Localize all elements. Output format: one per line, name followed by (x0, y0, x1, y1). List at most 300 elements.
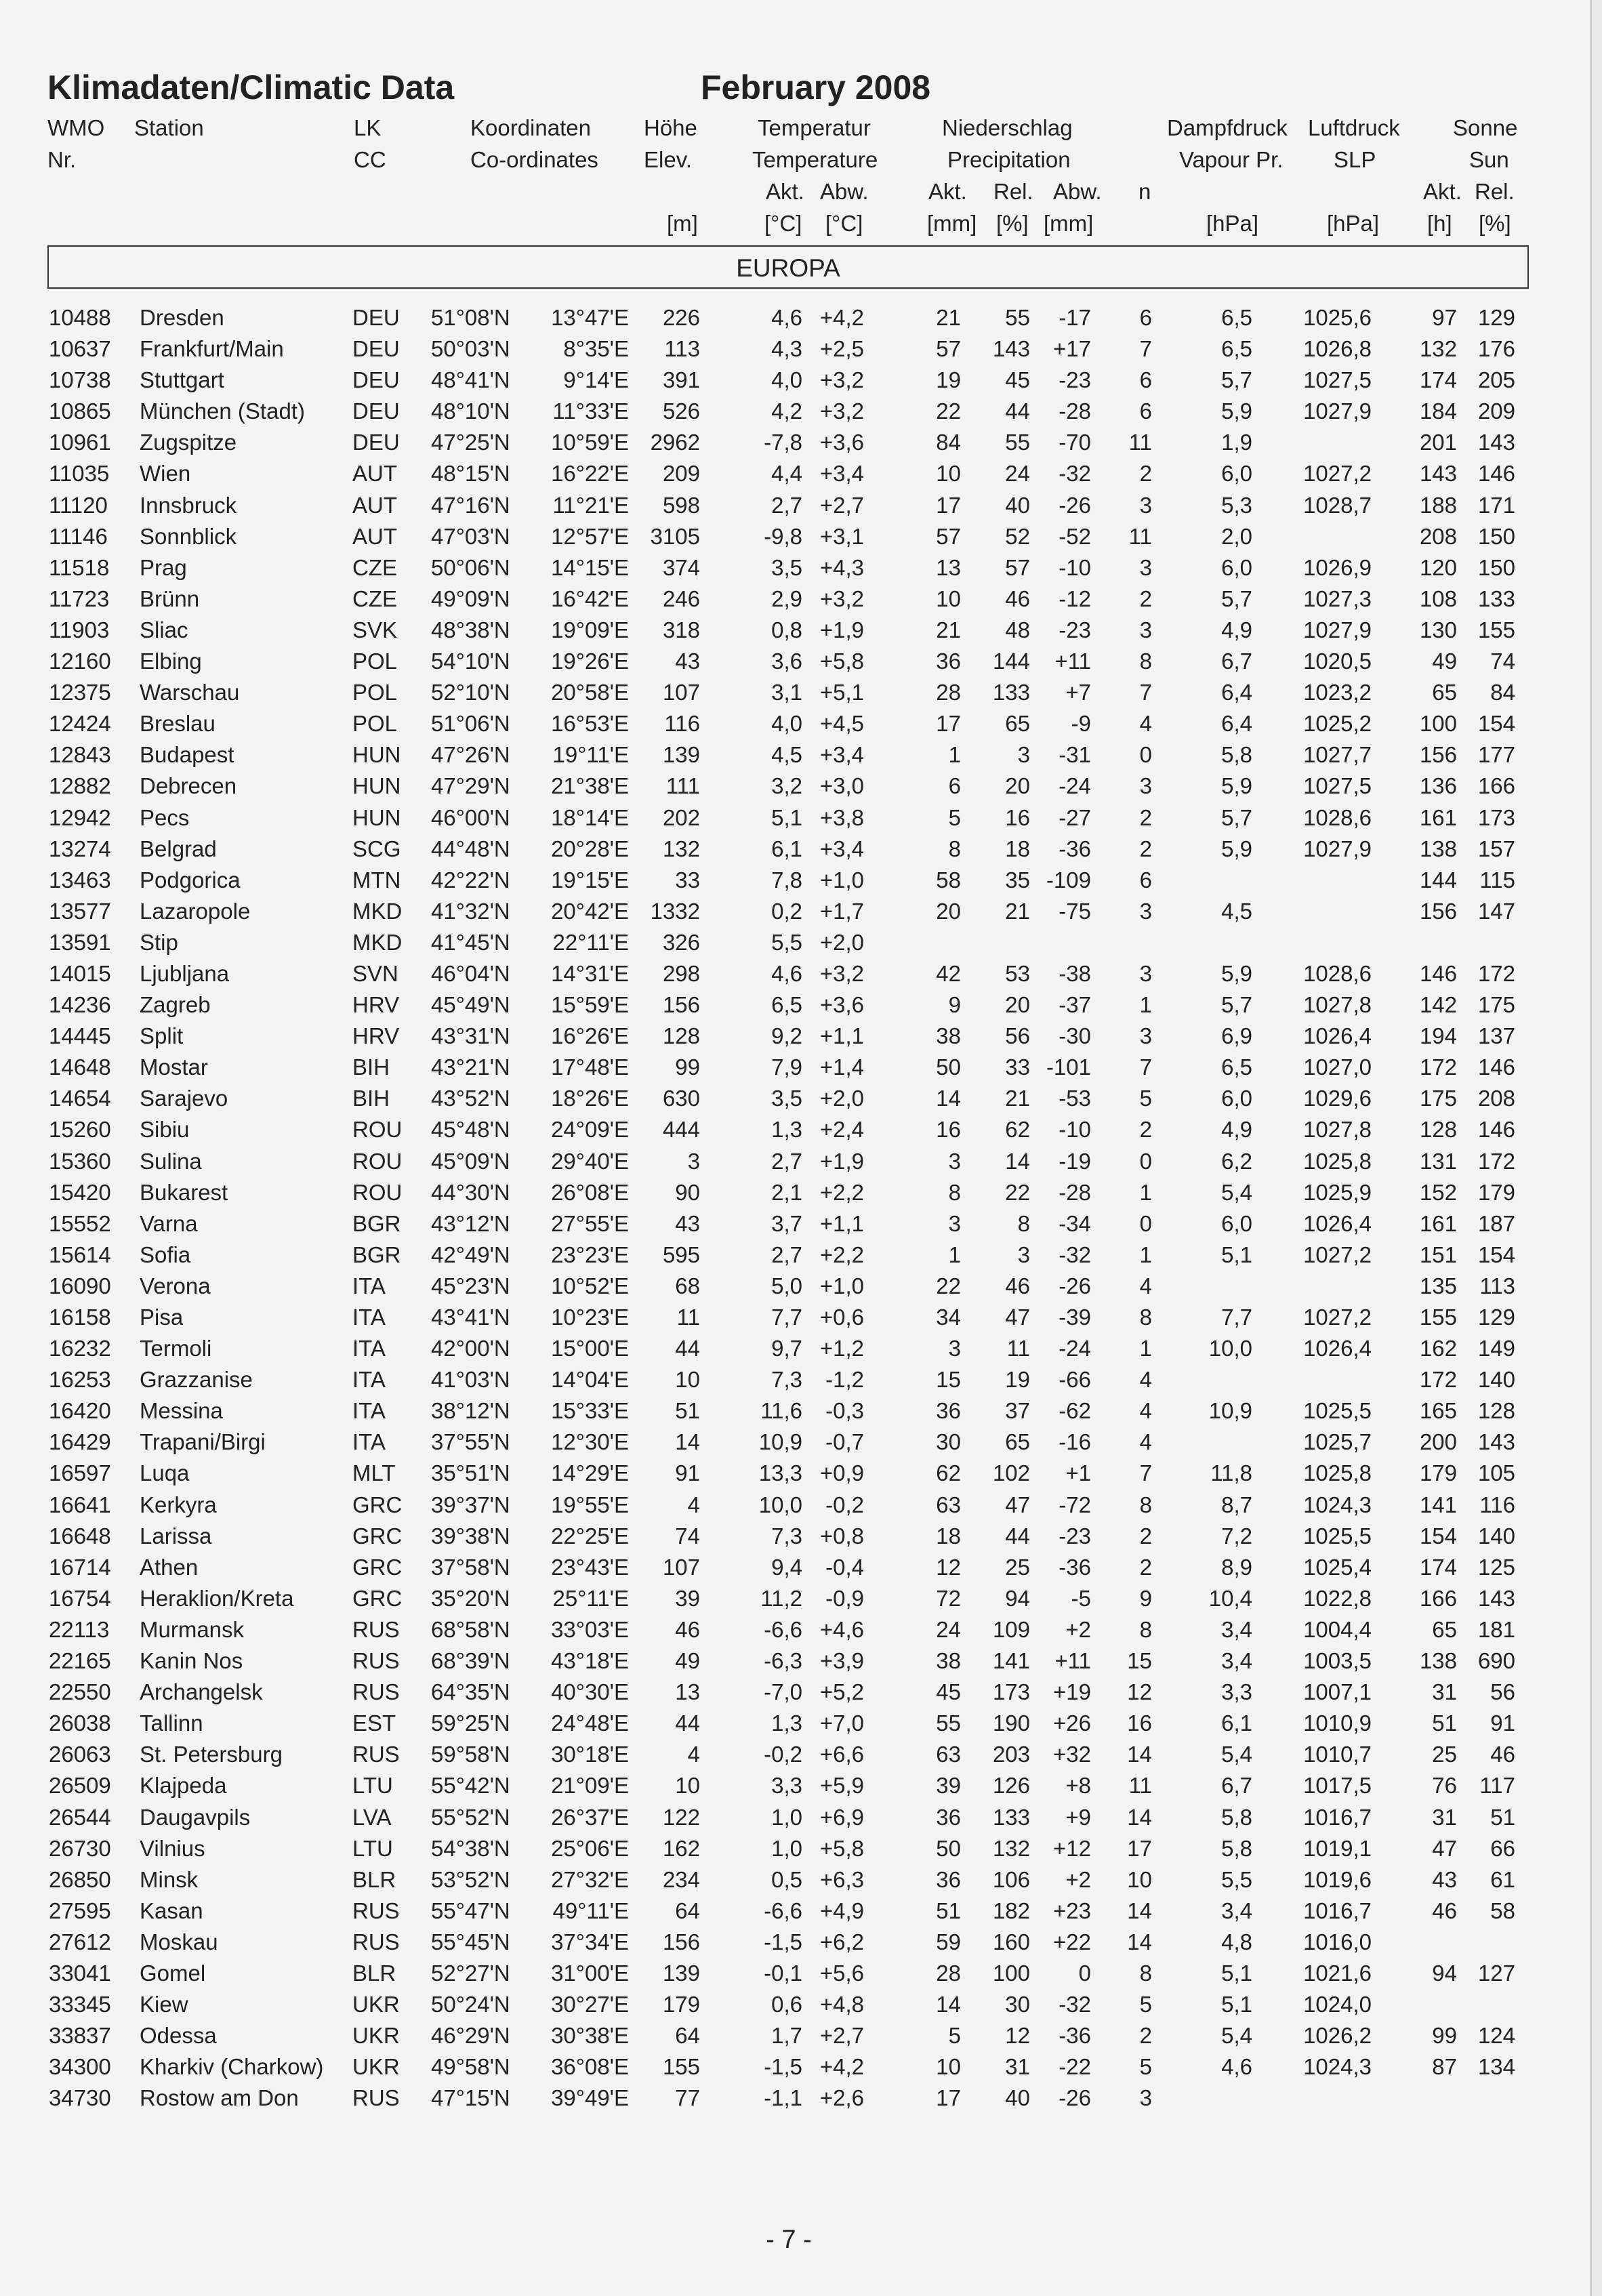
cell-precip-akt: 14 (936, 1086, 961, 1111)
cell-longitude: 26°08'E (551, 1179, 629, 1205)
cell-temp-akt: 4,6 (771, 960, 802, 986)
cell-precip-abw: -32 (1059, 1242, 1091, 1267)
table-row (0, 836, 1590, 867)
cell-elevation: 226 (662, 305, 700, 330)
cell-temp-abw: +5,2 (819, 1679, 864, 1705)
cell-sun-akt: 201 (1419, 430, 1457, 455)
cell-temp-akt: 3,1 (771, 680, 802, 705)
cell-country: MTN (352, 867, 401, 893)
cell-vapour-pressure: 5,4 (1221, 2023, 1252, 2049)
cell-temp-abw: +4,2 (819, 305, 864, 330)
cell-temp-akt: 1,3 (771, 1710, 802, 1736)
cell-precip-akt: 63 (936, 1492, 961, 1517)
cell-sun-akt: 154 (1419, 1523, 1457, 1549)
cell-elevation: 13 (675, 1679, 700, 1705)
cell-slp: 1027,2 (1303, 1242, 1372, 1267)
cell-wmo: 12942 (49, 804, 111, 830)
cell-slp: 1026,4 (1303, 1023, 1372, 1049)
cell-country: ITA (352, 1273, 386, 1298)
cell-temp-abw: +3,9 (819, 1648, 864, 1674)
cell-slp: 1026,9 (1303, 554, 1372, 580)
cell-longitude: 14°29'E (551, 1460, 629, 1486)
cell-precip-rel: 24 (1005, 461, 1030, 487)
cell-sun-rel: 179 (1477, 1179, 1515, 1205)
cell-longitude: 21°38'E (551, 773, 629, 799)
cell-precip-akt: 3 (948, 1148, 961, 1174)
table-row (0, 773, 1590, 804)
cell-vapour-pressure: 3,4 (1221, 1616, 1252, 1642)
cell-precip-abw: -62 (1059, 1398, 1091, 1424)
cell-latitude: 48°41'N (431, 367, 510, 393)
cell-rain-days: 0 (1139, 1210, 1152, 1236)
cell-latitude: 59°58'N (431, 1742, 510, 1767)
cell-sun-rel: 143 (1477, 1585, 1515, 1611)
cell-wmo: 27612 (49, 1929, 111, 1954)
cell-longitude: 19°26'E (551, 649, 629, 674)
cell-sun-akt: 87 (1432, 2054, 1457, 2080)
cell-country: RUS (352, 1679, 400, 1705)
cell-wmo: 10637 (49, 336, 111, 362)
cell-precip-rel: 47 (1005, 1305, 1030, 1330)
cell-elevation: 122 (662, 1804, 700, 1830)
cell-country: ITA (352, 1398, 386, 1424)
cell-elevation: 139 (662, 1960, 700, 1986)
cell-country: RUS (352, 1929, 400, 1954)
cell-country: RUS (352, 1616, 400, 1642)
cell-slp: 1023,2 (1303, 680, 1372, 705)
cell-latitude: 43°52'N (431, 1086, 510, 1111)
cell-station: Sofia (140, 1242, 191, 1267)
cell-precip-rel: 3 (1017, 1242, 1030, 1267)
cell-precip-abw: +9 (1065, 1804, 1091, 1830)
cell-sun-rel: 58 (1490, 1898, 1515, 1923)
cell-slp: 1024,3 (1303, 1492, 1372, 1517)
unit-sun-akt: [h] (1427, 211, 1452, 236)
cell-wmo: 14654 (49, 1086, 111, 1111)
cell-sun-akt: 43 (1432, 1866, 1457, 1892)
cell-precip-akt: 1 (948, 1242, 961, 1267)
cell-precip-akt: 10 (936, 461, 961, 487)
cell-temp-akt: 2,7 (771, 492, 802, 518)
table-row (0, 554, 1590, 586)
cell-country: LTU (352, 1773, 393, 1799)
cell-country: GRC (352, 1585, 403, 1611)
cell-temp-akt: 4,0 (771, 711, 802, 737)
cell-wmo: 14015 (49, 960, 111, 986)
cell-station: Odessa (140, 2023, 217, 2049)
cell-sun-rel: 105 (1477, 1460, 1515, 1486)
cell-precip-rel: 20 (1005, 992, 1030, 1018)
cell-longitude: 12°30'E (551, 1429, 629, 1455)
cell-sun-rel: 137 (1477, 1023, 1515, 1049)
cell-vapour-pressure: 4,5 (1221, 898, 1252, 924)
cell-elevation: 156 (662, 1929, 700, 1954)
cell-vapour-pressure: 10,4 (1208, 1585, 1252, 1611)
cell-elevation: 68 (675, 1273, 700, 1298)
cell-precip-akt: 19 (936, 367, 961, 393)
cell-country: POL (352, 649, 398, 674)
cell-sun-rel: 181 (1477, 1616, 1515, 1642)
cell-temp-akt: 7,7 (771, 1305, 802, 1330)
table-row (0, 898, 1590, 929)
cell-temp-abw: +3,2 (819, 586, 864, 611)
cell-wmo: 26509 (49, 1773, 111, 1799)
cell-sun-akt: 144 (1419, 867, 1457, 893)
cell-latitude: 68°58'N (431, 1616, 510, 1642)
cell-wmo: 10961 (49, 430, 111, 455)
cell-rain-days: 14 (1127, 1898, 1152, 1923)
cell-precip-rel: 182 (992, 1898, 1030, 1923)
table-row (0, 1960, 1590, 1991)
cell-vapour-pressure: 7,2 (1221, 1523, 1252, 1549)
cell-latitude: 43°21'N (431, 1054, 510, 1080)
cell-precip-rel: 48 (1005, 617, 1030, 642)
cell-vapour-pressure: 6,2 (1221, 1148, 1252, 1174)
cell-precip-rel: 57 (1005, 554, 1030, 580)
cell-vapour-pressure: 6,7 (1221, 649, 1252, 674)
cell-slp: 1025,5 (1303, 1398, 1372, 1424)
cell-elevation: 99 (675, 1054, 700, 1080)
table-row (0, 586, 1590, 617)
cell-wmo: 16714 (49, 1554, 111, 1580)
cell-rain-days: 15 (1127, 1648, 1152, 1674)
cell-latitude: 37°58'N (431, 1554, 510, 1580)
cell-station: Zugspitze (140, 430, 237, 455)
cell-slp: 1026,4 (1303, 1336, 1372, 1361)
cell-vapour-pressure: 6,7 (1221, 1773, 1252, 1799)
cell-country: POL (352, 680, 398, 705)
cell-precip-abw: +19 (1053, 1679, 1091, 1705)
cell-sun-akt: 76 (1432, 1773, 1457, 1799)
header-sun: Sun (1469, 147, 1509, 172)
cell-station: Tallinn (140, 1710, 203, 1736)
cell-latitude: 42°22'N (431, 867, 510, 893)
cell-wmo: 16253 (49, 1367, 111, 1393)
document-title: Klimadaten/Climatic Data (47, 68, 455, 106)
cell-elevation: 391 (662, 367, 700, 393)
cell-rain-days: 4 (1139, 711, 1152, 737)
table-row (0, 1335, 1590, 1366)
cell-elevation: 2962 (650, 430, 700, 455)
header-elev: Elev. (644, 147, 692, 172)
cell-elevation: 107 (662, 680, 700, 705)
cell-station: Elbing (140, 649, 202, 674)
cell-precip-abw: -28 (1059, 398, 1091, 424)
cell-rain-days: 3 (1139, 960, 1152, 986)
cell-elevation: 44 (675, 1710, 700, 1736)
cell-sun-akt: 156 (1419, 742, 1457, 768)
cell-elevation: 128 (662, 1023, 700, 1049)
cell-vapour-pressure: 5,4 (1221, 1742, 1252, 1767)
cell-temp-abw: +2,7 (819, 492, 864, 518)
cell-precip-abw: +26 (1053, 1710, 1091, 1736)
cell-precip-abw: -26 (1059, 2085, 1091, 2111)
cell-temp-akt: 13,3 (758, 1460, 802, 1486)
cell-latitude: 37°55'N (431, 1429, 510, 1455)
cell-elevation: 74 (675, 1523, 700, 1549)
cell-temp-abw: +3,1 (819, 523, 864, 549)
cell-wmo: 11120 (49, 492, 108, 518)
cell-temp-abw: -0,7 (825, 1429, 864, 1455)
cell-precip-rel: 21 (1005, 898, 1030, 924)
cell-rain-days: 2 (1139, 1523, 1152, 1549)
cell-temp-abw: +2,2 (819, 1179, 864, 1205)
cell-precip-akt: 16 (936, 1117, 961, 1143)
cell-precip-rel: 109 (992, 1616, 1030, 1642)
table-row (0, 492, 1590, 523)
cell-precip-akt: 30 (936, 1429, 961, 1455)
cell-sun-rel: 149 (1477, 1336, 1515, 1361)
cell-sun-rel: 124 (1477, 2023, 1515, 2049)
cell-sun-rel: 173 (1477, 804, 1515, 830)
cell-station: Luqa (140, 1460, 190, 1486)
cell-temp-abw: +3,6 (819, 992, 864, 1018)
cell-latitude: 47°25'N (431, 430, 510, 455)
cell-temp-akt: 3,7 (771, 1210, 802, 1236)
cell-sun-akt: 142 (1419, 992, 1457, 1018)
cell-slp: 1025,5 (1303, 1523, 1372, 1549)
cell-vapour-pressure: 5,7 (1221, 992, 1252, 1018)
cell-wmo: 14648 (49, 1054, 111, 1080)
cell-slp: 1028,6 (1303, 960, 1372, 986)
header-luftdruck: Luftdruck (1308, 115, 1400, 140)
cell-precip-rel: 190 (992, 1710, 1030, 1736)
table-row (0, 335, 1590, 367)
cell-precip-abw: +23 (1053, 1898, 1091, 1923)
table-row (0, 2085, 1590, 2116)
cell-precip-abw: -39 (1059, 1305, 1091, 1330)
cell-sun-rel: 146 (1477, 1054, 1515, 1080)
cell-temp-abw: +5,6 (819, 1960, 864, 1986)
cell-wmo: 16641 (49, 1492, 111, 1517)
cell-rain-days: 10 (1127, 1866, 1152, 1892)
cell-wmo: 26063 (49, 1742, 111, 1767)
cell-precip-rel: 45 (1005, 367, 1030, 393)
cell-rain-days: 8 (1139, 649, 1152, 674)
cell-wmo: 16754 (49, 1585, 111, 1611)
cell-station: Verona (140, 1273, 211, 1298)
cell-country: AUT (352, 492, 397, 518)
cell-station: Wien (140, 461, 191, 487)
cell-longitude: 43°18'E (551, 1648, 629, 1674)
cell-station: St. Petersburg (140, 1742, 283, 1767)
cell-slp: 1027,7 (1303, 742, 1372, 768)
cell-elevation: 595 (662, 1242, 700, 1267)
cell-slp: 1027,2 (1303, 461, 1372, 487)
cell-precip-akt: 3 (948, 1336, 961, 1361)
table-row (0, 1866, 1590, 1898)
cell-slp: 1007,1 (1303, 1679, 1372, 1705)
cell-longitude: 15°59'E (551, 992, 629, 1018)
cell-temp-abw: +1,0 (819, 1273, 864, 1298)
cell-rain-days: 2 (1139, 2023, 1152, 2049)
cell-station: Sulina (140, 1148, 202, 1174)
cell-elevation: 132 (662, 836, 700, 861)
cell-temp-akt: -6,6 (764, 1616, 802, 1642)
cell-precip-abw: -66 (1059, 1367, 1091, 1393)
cell-wmo: 15614 (49, 1242, 111, 1267)
cell-temp-abw: +2,7 (819, 2023, 864, 2049)
cell-wmo: 15360 (49, 1148, 111, 1174)
cell-elevation: 526 (662, 398, 700, 424)
cell-temp-abw: +2,5 (819, 336, 864, 362)
cell-station: Kerkyra (140, 1492, 217, 1517)
cell-wmo: 10865 (49, 398, 111, 424)
cell-precip-abw: +12 (1053, 1835, 1091, 1861)
cell-rain-days: 7 (1139, 680, 1152, 705)
cell-sun-rel: 166 (1477, 773, 1515, 799)
table-row (0, 1492, 1590, 1523)
cell-slp: 1029,6 (1303, 1086, 1372, 1111)
header-nr: Nr. (47, 147, 77, 172)
cell-station: Rostow am Don (140, 2085, 299, 2111)
cell-temp-akt: 0,8 (771, 617, 802, 642)
cell-country: SVK (352, 617, 398, 642)
cell-sun-rel: 157 (1477, 836, 1515, 861)
cell-precip-akt: 17 (936, 2085, 961, 2111)
cell-station: Heraklion/Kreta (140, 1585, 294, 1611)
cell-temp-abw: +7,0 (819, 1710, 864, 1736)
cell-longitude: 39°49'E (551, 2085, 629, 2111)
table-row (0, 1397, 1590, 1429)
cell-precip-rel: 141 (992, 1648, 1030, 1674)
cell-precip-akt: 57 (936, 336, 961, 362)
cell-latitude: 50°03'N (431, 336, 510, 362)
cell-precip-akt: 17 (936, 711, 961, 737)
cell-rain-days: 4 (1139, 1429, 1152, 1455)
cell-longitude: 29°40'E (551, 1148, 629, 1174)
cell-sun-akt: 131 (1419, 1148, 1457, 1174)
cell-vapour-pressure: 5,4 (1221, 1179, 1252, 1205)
cell-latitude: 48°15'N (431, 461, 510, 487)
cell-station: Frankfurt/Main (140, 336, 284, 362)
cell-elevation: 64 (675, 2023, 700, 2049)
cell-sun-rel: 690 (1477, 1648, 1515, 1674)
cell-latitude: 39°38'N (431, 1523, 510, 1549)
cell-rain-days: 8 (1139, 1305, 1152, 1330)
cell-temp-abw: +3,0 (819, 773, 864, 799)
cell-elevation: 51 (675, 1398, 700, 1424)
cell-latitude: 46°00'N (431, 804, 510, 830)
cell-station: Bukarest (140, 1179, 228, 1205)
cell-temp-abw: +0,8 (819, 1523, 864, 1549)
cell-temp-akt: -6,6 (764, 1898, 802, 1923)
cell-station: Grazzanise (140, 1367, 253, 1393)
cell-latitude: 68°39'N (431, 1648, 510, 1674)
cell-wmo: 26730 (49, 1835, 111, 1861)
cell-latitude: 43°31'N (431, 1023, 510, 1049)
cell-temp-abw: +2,0 (819, 1086, 864, 1111)
cell-sun-akt: 135 (1419, 1273, 1457, 1298)
table-row (0, 648, 1590, 679)
cell-elevation: 90 (675, 1179, 700, 1205)
cell-elevation: 4 (687, 1742, 700, 1767)
cell-precip-abw: -109 (1046, 867, 1091, 893)
cell-temp-akt: 4,0 (771, 367, 802, 393)
cell-country: EST (352, 1710, 396, 1736)
cell-slp: 1027,8 (1303, 1117, 1372, 1143)
cell-country: ITA (352, 1367, 386, 1393)
cell-sun-akt: 51 (1432, 1710, 1457, 1736)
cell-vapour-pressure: 11,8 (1210, 1460, 1252, 1486)
cell-vapour-pressure: 5,8 (1221, 742, 1252, 768)
cell-country: AUT (352, 523, 397, 549)
cell-precip-akt: 28 (936, 1960, 961, 1986)
cell-temp-abw: +4,5 (819, 711, 864, 737)
cell-temp-akt: -6,3 (764, 1648, 802, 1674)
cell-slp: 1020,5 (1303, 649, 1372, 674)
cell-station: Gomel (140, 1960, 206, 1986)
cell-precip-rel: 47 (1005, 1492, 1030, 1517)
cell-temp-akt: 5,5 (771, 929, 802, 955)
cell-temp-abw: -0,4 (825, 1554, 864, 1580)
header-niederschlag: Niederschlag (942, 115, 1073, 140)
cell-temp-abw: +6,9 (819, 1804, 864, 1830)
cell-temp-abw: +3,2 (819, 367, 864, 393)
cell-precip-akt: 34 (936, 1305, 961, 1330)
page-number: - 7 - (766, 2226, 812, 2254)
table-row (0, 1585, 1590, 1616)
cell-sun-akt: 184 (1419, 398, 1457, 424)
cell-precip-abw: +17 (1053, 336, 1091, 362)
cell-country: DEU (352, 305, 400, 330)
cell-slp: 1019,6 (1303, 1866, 1372, 1892)
cell-rain-days: 0 (1139, 742, 1152, 768)
cell-sun-rel: 150 (1477, 523, 1515, 549)
cell-precip-rel: 65 (1005, 711, 1030, 737)
cell-precip-akt: 3 (948, 1210, 961, 1236)
cell-sun-akt: 172 (1419, 1367, 1457, 1393)
cell-vapour-pressure: 5,9 (1221, 836, 1252, 861)
cell-vapour-pressure: 6,0 (1221, 554, 1252, 580)
header-precipitation: Precipitation (947, 147, 1071, 172)
cell-precip-abw: -36 (1059, 836, 1091, 861)
cell-precip-akt: 21 (936, 305, 961, 330)
cell-station: Minsk (140, 1866, 199, 1892)
cell-sun-akt: 152 (1419, 1179, 1457, 1205)
table-row (0, 710, 1590, 741)
cell-longitude: 36°08'E (551, 2054, 629, 2080)
cell-precip-rel: 30 (1005, 1992, 1030, 2017)
cell-vapour-pressure: 5,7 (1221, 586, 1252, 611)
cell-slp: 1016,7 (1303, 1898, 1372, 1923)
cell-temp-abw: -0,3 (825, 1398, 864, 1424)
cell-longitude: 9°14'E (563, 367, 629, 393)
cell-vapour-pressure: 6,1 (1221, 1710, 1252, 1736)
cell-longitude: 18°14'E (551, 804, 629, 830)
cell-sun-rel: 74 (1490, 649, 1515, 674)
cell-sun-rel: 205 (1477, 367, 1515, 393)
table-row (0, 1710, 1590, 1741)
cell-station: Murmansk (140, 1616, 245, 1642)
cell-country: GRC (352, 1554, 403, 1580)
cell-precip-akt: 22 (936, 398, 961, 424)
cell-rain-days: 3 (1139, 1023, 1152, 1049)
cell-vapour-pressure: 3,4 (1221, 1648, 1252, 1674)
cell-rain-days: 7 (1139, 1054, 1152, 1080)
cell-temp-akt: -0,1 (764, 1960, 802, 1986)
cell-sun-rel: 154 (1477, 1242, 1515, 1267)
cell-slp: 1016,7 (1303, 1804, 1372, 1830)
cell-latitude: 44°48'N (431, 836, 510, 861)
cell-temp-akt: 6,1 (771, 836, 802, 861)
cell-precip-rel: 44 (1005, 398, 1030, 424)
cell-sun-rel: 187 (1477, 1210, 1515, 1236)
cell-rain-days: 14 (1127, 1804, 1152, 1830)
cell-precip-abw: +1 (1065, 1460, 1091, 1486)
cell-sun-rel: 51 (1490, 1804, 1515, 1830)
cell-station: Breslau (140, 711, 215, 737)
